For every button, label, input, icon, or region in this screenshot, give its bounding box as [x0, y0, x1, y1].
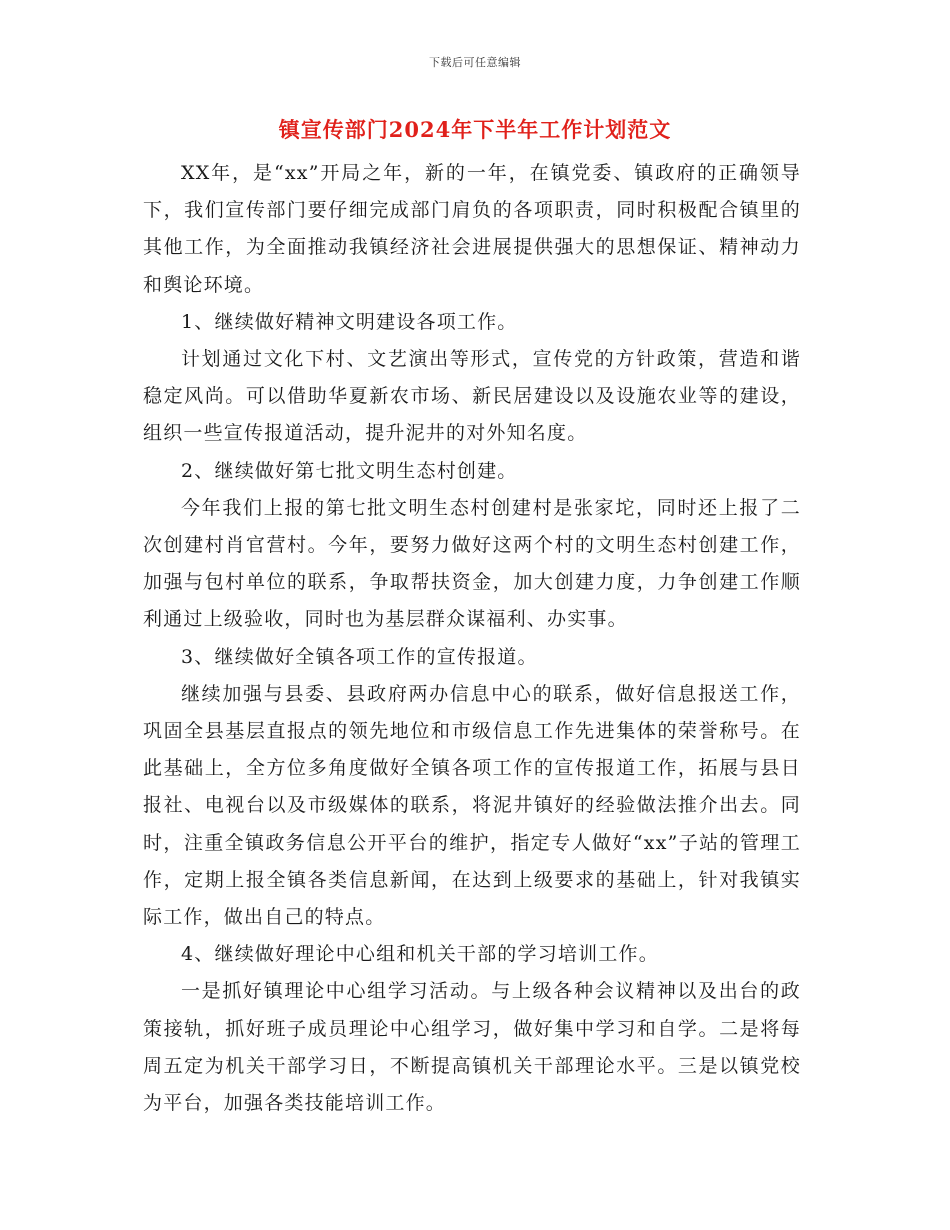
section-heading-3: 3、继续做好全镇各项工作的宣传报道。	[181, 645, 538, 668]
paragraph-section-2: 今年我们上报的第七批文明生态村创建村是张家坨，同时还上报了二次创建村肖官营村。今年，要努力做好这两个村的文明生态村创建工作，加强与包村单位的联系，争取帮扶资金，加大创建力度，力争创建工作顺利通过上级验收，同时也为基层群众谋福利、办实事。	[143, 496, 801, 631]
section-heading-2: 2、继续做好第七批文明生态村创建。	[181, 459, 518, 482]
header-note: 下载后可任意编辑	[429, 56, 521, 69]
paragraph-intro: XX年，是“xx”开局之年，新的一年，在镇党委、镇政府的正确领导下，我们宣传部门要仔细完成部门肩负的各项职责，同时积极配合镇里的其他工作，为全面推动我镇经济社会进展提供强大的思想保证、精神动力和舆论环境。	[143, 162, 801, 296]
section-heading-4: 4、继续做好理论中心组和机关干部的学习培训工作。	[181, 943, 659, 966]
paragraph-section-1: 计划通过文化下村、文艺演出等形式，宣传党的方针政策，营造和谐稳定风尚。可以借助华夏新农市场、新民居建设以及设施农业等的建设，组织一些宣传报道活动，提升泥井的对外知名度。	[143, 348, 801, 445]
paragraph-section-3: 继续加强与县委、县政府两办信息中心的联系，做好信息报送工作，巩固全县基层直报点的领先地位和市级信息工作先进集体的荣誉称号。在此基础上，全方位多角度做好全镇各项工作的宣传报道工作，拓展与县日报社、电视台以及市级媒体的联系，将泥井镇好的经验做法推介出去。同时，注重全镇政务信息公开平台的维护，指定专人做好“xx”子站的管理工作，定期上报全镇各类信息新闻，在达到上级要求的基础上，针对我镇实际工作，做出自己的特点。	[143, 682, 801, 929]
paragraph-section-4: 一是抓好镇理论中心组学习活动。与上级各种会议精神以及出台的政策接轨，抓好班子成员理论中心组学习，做好集中学习和自学。二是将每周五定为机关干部学习日，不断提高镇机关干部理论水平。三是以镇党校为平台，加强各类技能培训工作。	[143, 980, 801, 1115]
document-title: 镇宣传部门2024年下半年工作计划范文	[278, 117, 672, 142]
document-body	[143, 155, 801, 1122]
section-heading-1: 1、继续做好精神文明建设各项工作。	[181, 310, 518, 333]
